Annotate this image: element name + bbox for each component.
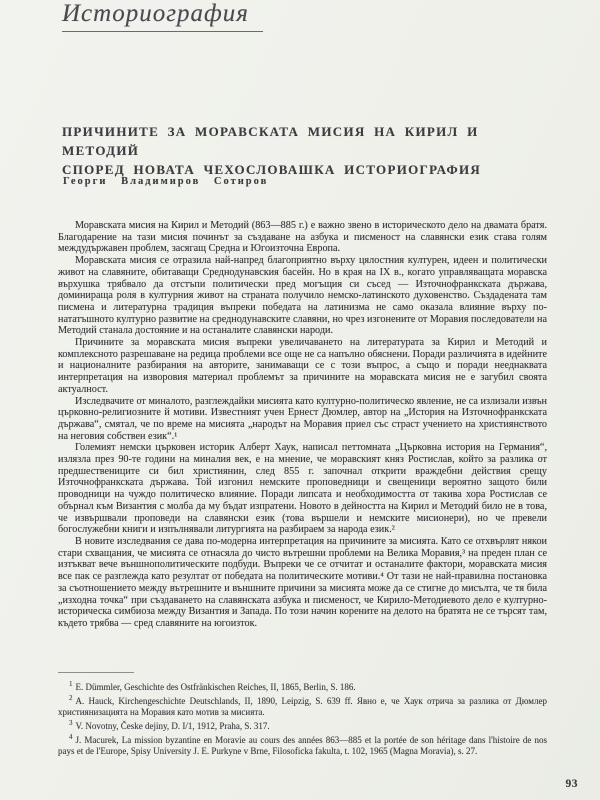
body-paragraph: Моравската мисия се отразила най-напред благоприятно върху цялостния културен, идеен и политически живот на славяните, обитаващи Среднодунавския басейн. Но в края на IX в., когато управляващата моравска върхушка трябвало да отстъпи политически пред могъщия си съсед — Източнофранкската държава, доминираща роля в културния живот на страната получило немско-латинското духовенство. Създадената там писмена и литературна традиция въпреки победата на латинизма не само оказала влияние върху по-нататъшното културно развитие на среднодунавските славяни, но чрез изгонените от Моравия последователи на Методий станала достояние и на останалите славянски народи.	[58, 255, 547, 337]
footnote-marker: 2	[69, 694, 73, 702]
footnote-marker: 4	[69, 733, 73, 741]
body-paragraph: Моравската мисия на Кирил и Методий (863—885 г.) е важно звено в историческото дело на двамата братя. Благодарение на тази мисия починът за създаване на азбука и писменост на славянски език става голям междудържавен проблем, засягащ Средна и Югоизточна Европа.	[58, 220, 547, 255]
footnote-marker: 3	[69, 719, 73, 727]
article-title-line2: СПОРЕД НОВАТА ЧЕХОСЛОВАШКА ИСТОРИОГРАФИЯ	[62, 162, 482, 177]
footnote	[58, 718, 547, 732]
footnote-text: E. Dümmler, Geschichte des Ostfränkischen Reiches, II, 1865, Berlin, S. 186.	[75, 682, 356, 692]
footnote-text: V. Novotny, Česke dejiny, D. I/1, 1912, Praha, S. 317.	[75, 721, 270, 731]
footnote	[58, 693, 547, 718]
footnotes	[58, 679, 547, 757]
footnote	[58, 679, 547, 693]
body-paragraph: Причините за моравската мисия въпреки увеличаването на литературата за Кирил и Методий и комплексното разрешаване на редица проблеми все още не са напълно обяснени. Поради различията в идейните и националните разбирания на авторите, занимаващи се с този въпрос, а също и поради нееднаквата интерпретация на изворовия материал проблемът за причините на моравската мисия не е загубил своята актуалност.	[58, 337, 547, 395]
body-paragraph: В новите изследвания се дава по-модерна интерпретация на причините за мисията. Като се отхвърлят някои стари схващания, че мисията се отнасяла до чисто вътрешни проблеми на Велика Моравия,³ на преден план се изтъкват вече външнополитическите подбуди. Въпреки че се отчитат и останалите фактори, моравската мисия все пак се разглежда като резултат от победата на политическите мотиви.⁴ От тази не най-правилна постановка за съотношението между вътрешните и външните причини за мисията може да се стигне до мисълта, че тя била „изходна точка“ при създаването на славянската азбука и писменост, че Кирило-Методиевото дело е културно-историческа симбиоза между Византия и Запада. По този начин корените на делото на братята не се търсят там, където трябва — сред славяните на югоизток.	[58, 535, 547, 629]
article-title-line1: ПРИЧИНИТЕ ЗА МОРАВСКАТА МИСИЯ НА КИРИЛ И МЕТОДИЙ	[62, 124, 479, 158]
footnote-marker: 1	[69, 680, 73, 688]
footnote-separator	[58, 672, 134, 673]
author-name: Георги Владимиров Сотиров	[63, 176, 269, 187]
footnote-text: J. Macurek, La mission byzantine en Moravie au cours des années 863—885 et la portée de son héritage dans l'histoire de nos pays et de l'Europe, Spisy University J. E. Purkyne v Brne, Filosoficka fakulta, t. 102, 1965 (Magna Moravia), s. 27.	[58, 735, 547, 756]
page-number: 93	[565, 778, 578, 790]
footnote	[58, 732, 547, 757]
body-paragraph: Големият немски църковен историк Алберт Хаук, написал петтомната „Църковна история на Германия“, излязла през 90-те години на миналия век, е на мнение, че моравският княз Ростислав, който за разлика от предшествениците си бил християнин, след 855 г. започнал открити враждебни действия срещу Източнофранкската държава. Той изгонил немските проповедници и свещеници вероятно защото били проводници на чуждо политическо влияние. Поради липсата и необходимостта от такива хора Ростислав се обърнал към Византия с молба да му бъдат изпратени. Новото в дейността на Кирил и Методий било не в това, че извършвали проповеди на славянски език (това вършели и немските мисионери), но че превели богослужебни книги и изпълнявали литургията на разбираем за народа език.²	[58, 442, 547, 536]
article-body	[58, 220, 547, 630]
footnote-text: A. Hauck, Kirchengeschichte Deutschlands, II, 1890, Leipzig, S. 639 ff. Явно е, че Хаук отрича за разлика от Дюмлер християнизацията на Моравия като мотив за мисията.	[58, 696, 547, 717]
section-header: Историография	[62, 0, 263, 32]
body-paragraph: Изследвачите от миналото, разглеждайки мисията като културно-политическо явление, не са излизали извън църковно-религиозните й мотиви. Известният учен Ернест Дюмлер, автор на „История на Източнофранкската държава“, смятал, че по време на мисията „народът на Моравия приел със страст учението на християнството на неговия собствен език“.¹	[58, 395, 547, 442]
article-title	[62, 122, 562, 179]
